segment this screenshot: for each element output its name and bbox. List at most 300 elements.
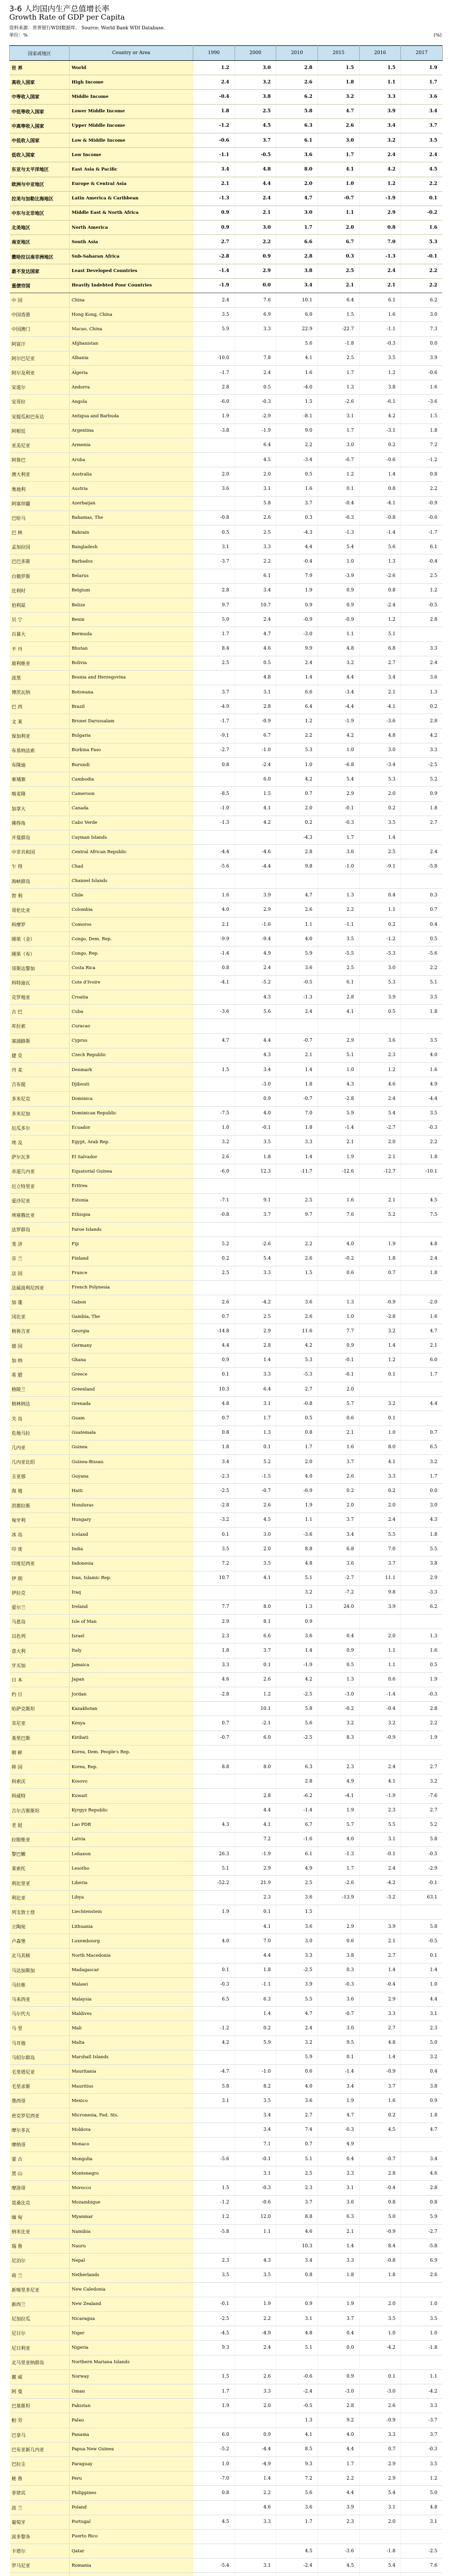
growth-value (193, 2050, 235, 2064)
growth-value: 1.8 (401, 1527, 443, 1541)
growth-value: 26.3 (193, 1847, 235, 1861)
growth-value: -0.9 (276, 613, 318, 627)
growth-value: 0.5 (235, 380, 276, 395)
growth-value (401, 2355, 443, 2369)
growth-value: 2.3 (235, 1890, 276, 1905)
growth-value: -5.6 (401, 946, 443, 961)
growth-value: -6.8 (318, 758, 359, 772)
country-name-en: Botswana (70, 685, 193, 700)
country-name-cn: 斐 济 (10, 1237, 70, 1251)
table-row (10, 728, 443, 743)
growth-value: -4.4 (318, 700, 359, 714)
growth-value: -14.8 (193, 1324, 235, 1338)
growth-value: 1.6 (401, 380, 443, 395)
growth-value (318, 2282, 359, 2297)
table-row (10, 1585, 443, 1600)
growth-value: 10.7 (193, 1571, 235, 1585)
growth-value: 0.4 (359, 888, 401, 903)
growth-value: 3.0 (235, 61, 276, 75)
growth-value: 5.9 (193, 322, 235, 336)
growth-value: -5.8 (401, 859, 443, 874)
table-row (10, 104, 443, 118)
table-row (10, 61, 443, 75)
growth-value: 2.1 (318, 2224, 359, 2239)
growth-value: 3.2 (359, 1324, 401, 1338)
growth-value: 4.4 (276, 540, 318, 554)
growth-value: 4.7 (276, 2007, 318, 2021)
growth-value: 3.1 (359, 1832, 401, 1846)
growth-value (318, 1745, 359, 1759)
growth-value: 2.9 (318, 787, 359, 801)
growth-value: 1.4 (276, 1150, 318, 1164)
growth-value: 0.2 (235, 2021, 276, 2036)
growth-value: -3.6 (401, 395, 443, 409)
growth-value: 4.0 (193, 903, 235, 917)
growth-value (193, 1890, 235, 1905)
growth-value: 1.6 (193, 888, 235, 903)
country-name-cn: 黑 山 (10, 2166, 70, 2181)
country-name-en: Greece (70, 1367, 193, 1382)
growth-value: 2.3 (401, 2021, 443, 2036)
growth-value: 2.9 (235, 1324, 276, 1338)
growth-value: 1.3 (276, 2413, 318, 2428)
table-row (10, 2253, 443, 2268)
country-name-cn: 高收入国家 (10, 75, 70, 90)
growth-value: -3.6 (193, 1005, 235, 1019)
country-name-cn: 挪 威 (10, 2369, 70, 2384)
growth-value: -1.3 (276, 990, 318, 1005)
table-row (10, 598, 443, 612)
table-row (10, 946, 443, 961)
country-name-en: Niger (70, 2326, 193, 2341)
growth-value: 3.0 (359, 743, 401, 757)
growth-value: 6.1 (235, 569, 276, 583)
country-name-en: Cabo Verde (70, 816, 193, 830)
growth-value: 4.4 (401, 1992, 443, 2006)
growth-value: 1.8 (193, 104, 235, 118)
growth-value: 5.5 (359, 1818, 401, 1832)
growth-value: 2.6 (276, 75, 318, 90)
growth-value: 7.9 (276, 569, 318, 583)
country-name-cn: 马尔代夫 (10, 2007, 70, 2021)
growth-value: -1.7 (193, 714, 235, 728)
data-table-container (9, 45, 442, 2576)
country-name-cn: 北马里亚纳群岛 (10, 2355, 70, 2369)
growth-value (193, 2166, 235, 2181)
growth-value: 1.0 (193, 1121, 235, 1135)
country-name-cn: 韩 国 (10, 1759, 70, 1774)
table-row (10, 1324, 443, 1338)
growth-value: 1.4 (359, 1963, 401, 1977)
country-name-en: Central African Republic (70, 845, 193, 859)
growth-value: 1.0 (359, 2326, 401, 2341)
table-row (10, 1484, 443, 1498)
table-row (10, 1005, 443, 1019)
country-name-cn: 比利时 (10, 583, 70, 598)
table-row (10, 801, 443, 816)
growth-value: 7.0 (235, 1934, 276, 1948)
growth-value: 2.2 (401, 1135, 443, 1149)
growth-value: 1.3 (318, 380, 359, 395)
table-row (10, 191, 443, 206)
growth-value: -1.0 (193, 801, 235, 816)
country-name-cn: 阿塞拜疆 (10, 496, 70, 511)
growth-value: -0.3 (318, 2123, 359, 2137)
table-row (10, 1338, 443, 1353)
country-name-cn: 刚果（金） (10, 932, 70, 946)
growth-value: 6.3 (318, 2210, 359, 2224)
growth-value: -0.1 (401, 249, 443, 264)
country-name-en: Monaco (70, 2137, 193, 2151)
growth-value: 2.7 (276, 2108, 318, 2123)
country-name-cn: 法 国 (10, 1266, 70, 1280)
country-name-en: Hungary (70, 1513, 193, 1527)
growth-value: 1.8 (193, 1440, 235, 1454)
country-name-en: Faroe Islands (70, 1223, 193, 1237)
country-name-cn: 玻利维亚 (10, 656, 70, 670)
country-name-en: Bahrain (70, 526, 193, 540)
growth-value: 7.1 (235, 2137, 276, 2151)
growth-value: -0.8 (276, 1397, 318, 1411)
growth-value: -0.7 (276, 1033, 318, 1048)
country-name-cn (10, 2573, 70, 2576)
growth-value: 2.0 (276, 801, 318, 816)
growth-value: 1.0 (318, 1310, 359, 1324)
growth-value: 4.3 (235, 1048, 276, 1062)
country-name-en: Aruba (70, 453, 193, 467)
growth-value: 2.9 (359, 1992, 401, 2006)
growth-value: 1.4 (235, 1353, 276, 1367)
growth-value (401, 1382, 443, 1397)
growth-value: 7.2 (401, 438, 443, 452)
growth-value: 5.1 (276, 2341, 318, 2355)
growth-value: -2.1 (235, 1716, 276, 1731)
growth-value: 3.6 (276, 148, 318, 162)
country-name-en: Moldova (70, 2123, 193, 2137)
growth-value: 2.0 (235, 2399, 276, 2413)
table-row (10, 613, 443, 627)
growth-value: 4.1 (276, 351, 318, 365)
growth-value: 3.1 (401, 2007, 443, 2021)
growth-value: 3.6 (318, 2195, 359, 2210)
country-name-cn: 列支敦士登 (10, 1905, 70, 1919)
growth-value: 3.0 (401, 1498, 443, 1513)
growth-value: 8.8 (276, 2210, 318, 2224)
growth-value: -4.2 (401, 2384, 443, 2399)
growth-value: 2.9 (318, 1033, 359, 1048)
growth-value: -22.7 (318, 322, 359, 336)
growth-value: 0.1 (318, 482, 359, 496)
growth-value: 0.5 (318, 1658, 359, 1672)
growth-value: 2.1 (401, 1338, 443, 1353)
growth-value: 4.7 (401, 2123, 443, 2137)
growth-value (193, 453, 235, 467)
growth-value: 1.8 (276, 1077, 318, 1092)
growth-value: 3.6 (401, 670, 443, 685)
growth-value: 3.7 (318, 1513, 359, 1527)
growth-value: 1.3 (318, 1672, 359, 1687)
growth-value: -3.0 (235, 1077, 276, 1092)
country-name-en: Mali (70, 2021, 193, 2036)
growth-value: 2.4 (359, 1092, 401, 1106)
growth-value: 4.1 (235, 1818, 276, 1832)
growth-value: -1.7 (193, 365, 235, 380)
growth-value: 3.3 (276, 1948, 318, 1963)
country-name-cn: 卡塔尔 (10, 2544, 70, 2558)
growth-value: 8.8 (276, 1542, 318, 1556)
country-name-cn: 朝 鲜 (10, 1745, 70, 1759)
growth-value: 1.7 (401, 75, 443, 90)
growth-value: 2.8 (235, 1789, 276, 1803)
growth-value: 1.8 (359, 1251, 401, 1266)
growth-value: 4.0 (318, 2428, 359, 2442)
country-name-cn: 圭亚那 (10, 1469, 70, 1484)
growth-value: 3.2 (235, 75, 276, 90)
country-name-cn: 马达加斯加 (10, 1963, 70, 1977)
table-row (10, 1803, 443, 1818)
table-row (10, 918, 443, 932)
growth-value: 0.1 (235, 1440, 276, 1454)
growth-value (235, 1019, 276, 1033)
growth-value: 1.7 (401, 1469, 443, 1484)
growth-value: 3.5 (401, 2456, 443, 2471)
country-name-en: Montenegro (70, 2166, 193, 2181)
table-row (10, 118, 443, 133)
growth-value: 0.8 (276, 1426, 318, 1440)
growth-value: 1.4 (276, 670, 318, 685)
growth-value: 4.1 (318, 162, 359, 177)
growth-value: 0.2 (359, 1484, 401, 1498)
growth-value: 0.4 (401, 918, 443, 932)
growth-value: 3.6 (318, 1992, 359, 2006)
growth-value: 2.2 (401, 1716, 443, 1731)
growth-value: 2.6 (276, 1310, 318, 1324)
growth-value: -0.4 (401, 554, 443, 569)
growth-value: -4.6 (235, 845, 276, 859)
growth-value: 3.2 (401, 2050, 443, 2064)
growth-value: 0.7 (359, 1266, 401, 1280)
growth-value: 3.6 (276, 1295, 318, 1309)
growth-value: 1.1 (359, 903, 401, 917)
growth-value: 2.6 (401, 2268, 443, 2282)
growth-value: 3.7 (318, 1455, 359, 1469)
country-name-cn: 莫桑比克 (10, 2195, 70, 2210)
growth-value (193, 1019, 235, 1033)
growth-value (193, 670, 235, 685)
table-row (10, 1716, 443, 1731)
country-name-en: Costa Rica (70, 961, 193, 975)
country-name-en: Kuwait (70, 1789, 193, 1803)
growth-value: 6.1 (276, 1847, 318, 1861)
growth-value: 1.1 (359, 75, 401, 90)
table-row (10, 2486, 443, 2500)
growth-value: 2.1 (359, 1193, 401, 1208)
table-row (10, 874, 443, 888)
country-name-cn: 百慕大 (10, 627, 70, 641)
country-name-en: Pakistan (70, 2399, 193, 2413)
growth-value: -2.5 (276, 1731, 318, 1745)
growth-value: -1.3 (359, 249, 401, 264)
growth-value (235, 874, 276, 888)
growth-value: 3.5 (193, 2268, 235, 2282)
growth-value: 3.3 (318, 2253, 359, 2268)
growth-value: 9.5 (318, 2036, 359, 2050)
table-row (10, 1179, 443, 1193)
growth-value: 3.1 (359, 2500, 401, 2515)
growth-value (193, 336, 235, 351)
growth-value: 0.9 (235, 2428, 276, 2442)
growth-value: 3.6 (318, 1556, 359, 1571)
country-name-en: Bhutan (70, 641, 193, 656)
growth-value: -7.2 (318, 1585, 359, 1600)
country-name-en: Mauritius (70, 2079, 193, 2094)
growth-value: 4.3 (318, 1077, 359, 1092)
country-name-cn: 智 利 (10, 888, 70, 903)
growth-value: 11.6 (276, 1324, 318, 1338)
growth-value (359, 1745, 401, 1759)
growth-value: 3.1 (235, 685, 276, 700)
growth-value: 1.3 (276, 1600, 318, 1614)
growth-value: 5.6 (235, 1005, 276, 1019)
table-row (10, 1397, 443, 1411)
country-name-cn: 科特迪瓦 (10, 975, 70, 990)
table-row (10, 1745, 443, 1759)
table-row (10, 2428, 443, 2442)
country-name-en: Philippines (70, 2486, 193, 2500)
table-row (10, 975, 443, 990)
growth-value: 5.0 (401, 2036, 443, 2050)
growth-value: -4.2 (359, 1876, 401, 1890)
growth-value: 6.9 (401, 2253, 443, 2268)
growth-value (193, 2239, 235, 2253)
growth-value: 5.6 (359, 540, 401, 554)
growth-value: 0.5 (359, 1005, 401, 1019)
growth-value: 5.3 (359, 772, 401, 787)
growth-value: 2.5 (276, 1876, 318, 1890)
growth-value: -4.9 (193, 700, 235, 714)
table-row (10, 2282, 443, 2297)
country-name-en: Mauritania (70, 2064, 193, 2079)
growth-value: 4.8 (276, 2326, 318, 2341)
growth-rate-table (9, 45, 443, 2576)
growth-value: 3.3 (401, 2399, 443, 2413)
growth-value: 4.2 (359, 409, 401, 423)
table-row (10, 1440, 443, 1454)
growth-value: 5.8 (276, 104, 318, 118)
growth-value: -0.7 (235, 1484, 276, 1498)
column-header: 2000 (235, 46, 276, 61)
growth-value: 8.0 (235, 1759, 276, 1774)
table-row (10, 351, 443, 365)
growth-value: -4.0 (276, 380, 318, 395)
growth-value: -1.3 (193, 191, 235, 206)
growth-value: 2.4 (359, 1513, 401, 1527)
country-name-cn: 贝 宁 (10, 613, 70, 627)
growth-value: 6.4 (235, 1382, 276, 1397)
growth-value (193, 1774, 235, 1789)
growth-value: -1.4 (318, 1121, 359, 1135)
country-name-en: Guam (70, 1411, 193, 1426)
growth-value: 1.5 (318, 308, 359, 322)
country-name-cn: 加 纳 (10, 1353, 70, 1367)
growth-value: 0.5 (276, 1411, 318, 1426)
growth-value: 2.8 (276, 249, 318, 264)
growth-value: 5.1 (276, 1571, 318, 1585)
growth-value: -2.0 (401, 1295, 443, 1309)
growth-value: -2.7 (359, 1121, 401, 1135)
growth-value: 2.8 (401, 714, 443, 728)
country-name-en: Malawi (70, 1977, 193, 1992)
growth-value: 6.2 (276, 90, 318, 104)
growth-value: 1.9 (359, 1237, 401, 1251)
growth-value: 5.4 (318, 540, 359, 554)
country-name-cn: 波 兰 (10, 2500, 70, 2515)
growth-value: -3.4 (276, 453, 318, 467)
table-row (10, 148, 443, 162)
country-name-cn: 匈牙利 (10, 1513, 70, 1527)
table-row (10, 627, 443, 641)
table-row (10, 1687, 443, 1702)
growth-value: -1.0 (318, 859, 359, 874)
table-row (10, 1702, 443, 1716)
growth-value: 1.5 (276, 1905, 318, 1919)
growth-value: 1.6 (401, 1310, 443, 1324)
growth-value: 0.0 (401, 1484, 443, 1498)
country-name-en: Papua New Guinea (70, 2442, 193, 2456)
country-name-en: Low Income (70, 148, 193, 162)
growth-value: 1.7 (318, 2456, 359, 2471)
growth-value: 1.8 (318, 75, 359, 90)
country-name-en: Burundi (70, 758, 193, 772)
growth-value: -10.1 (401, 1164, 443, 1179)
growth-value: 2.1 (359, 685, 401, 700)
growth-value: 1.2 (401, 583, 443, 598)
growth-value: 4.7 (276, 191, 318, 206)
table-row (10, 1948, 443, 1963)
growth-value: 4.0 (276, 1469, 318, 1484)
growth-value: 5.8 (401, 1832, 443, 1846)
growth-value: -4.3 (276, 830, 318, 844)
country-name-cn: 巴 西 (10, 700, 70, 714)
growth-value: 2.4 (276, 2021, 318, 2036)
growth-value: 3.7 (235, 1643, 276, 1658)
growth-value: -12.6 (318, 1164, 359, 1179)
country-name-en: Portugal (70, 2515, 193, 2529)
growth-value: 1.4 (276, 1643, 318, 1658)
country-name-cn: 牙买加 (10, 1658, 70, 1672)
country-name-en: Bolivia (70, 656, 193, 670)
growth-value: 3.0 (359, 961, 401, 975)
country-name-cn: 哥伦比亚 (10, 903, 70, 917)
growth-value: 6.8 (359, 641, 401, 656)
growth-value: 2.0 (318, 221, 359, 235)
country-name-cn: 厄立特里亚 (10, 1179, 70, 1193)
growth-value: -1.9 (235, 1847, 276, 1861)
growth-value: 2.4 (401, 1251, 443, 1266)
growth-value: -2.4 (359, 598, 401, 612)
growth-value: 7.2 (235, 1832, 276, 1846)
growth-value: 2.0 (193, 467, 235, 482)
growth-value: 63.1 (401, 1890, 443, 1905)
country-name-en: Panama (70, 2428, 193, 2442)
growth-value: 2.4 (235, 191, 276, 206)
growth-value: 0.4 (318, 1629, 359, 1643)
country-name-en: Benin (70, 613, 193, 627)
growth-value: -4.4 (235, 2442, 276, 2456)
growth-value: -3.7 (193, 554, 235, 569)
growth-value: 4.5 (235, 1513, 276, 1527)
growth-value (235, 2544, 276, 2558)
